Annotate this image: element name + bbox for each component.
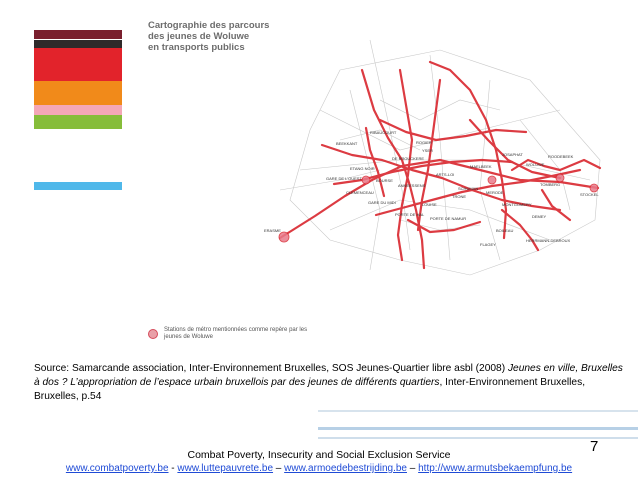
label-erasme: ERASME	[264, 228, 281, 233]
label-etang-noir: ETANG NOIR	[350, 166, 375, 171]
map-legend-text: Stations de métro mentionnées comme repère par les jeunes de Woluwe	[164, 327, 308, 340]
label-bourse: BOURSE	[376, 178, 393, 183]
label-rogier: ROGIER	[416, 140, 432, 145]
label-beekkant: BEEKKANT	[336, 141, 358, 146]
footer-separator: -	[168, 463, 178, 474]
label-tomberg: TOMBERG	[540, 182, 561, 187]
station-marker-stockel	[590, 184, 598, 192]
label-boileau: BOILEAU	[496, 228, 514, 233]
color-bar-dark-red	[34, 30, 122, 39]
label-merode: MERODE	[486, 190, 504, 195]
map-title-line-2: des jeunes de Woluwe	[148, 31, 250, 42]
label-josaphat: JOSAPHAT	[502, 152, 523, 157]
label-louise: LOUISE	[422, 202, 437, 207]
footer-links	[0, 463, 638, 474]
label-porte-de-hal: PORTE DE HAL	[395, 212, 425, 217]
label-anneessens: ANNEESSENS	[398, 183, 426, 188]
label-ribaucourt: RIBAUCOURT	[370, 130, 397, 135]
footer-organization: Combat Poverty, Insecurity and Social Exclusion Service	[187, 449, 451, 461]
color-bar-red	[34, 48, 122, 81]
color-bar-green	[34, 115, 122, 129]
page-number: 7	[590, 438, 599, 455]
transport-route-map	[140, 10, 638, 355]
station-marker-merode	[488, 176, 496, 184]
footer-separator: –	[407, 463, 419, 474]
source-citation	[34, 362, 624, 404]
map-legend	[148, 327, 318, 341]
label-maelbeek: MAELBEEK	[470, 164, 492, 169]
link-armoedebestrijding[interactable]: www.armoedebestrijding.be	[284, 463, 407, 474]
label-de-brouckere: DE BROUCKERE	[392, 156, 425, 161]
label-gare-du-midi: GARE DU MIDI	[368, 200, 396, 205]
label-yser: YSER	[422, 148, 433, 153]
label-demey: DEMEY	[532, 214, 547, 219]
footer-separator: –	[273, 463, 285, 474]
label-porte-de-namur: PORTE DE NAMUR	[430, 216, 467, 221]
footer-divider-light	[318, 410, 638, 412]
label-stockel: STOCKEL	[580, 192, 599, 197]
label-arts-loi: ARTS-LOI	[436, 172, 455, 177]
label-clemenceau: CLEMENCEAU	[346, 190, 374, 195]
link-armutsbekaempfung[interactable]: http://www.armutsbekaempfung.be	[418, 463, 573, 474]
label-trone: TRONE	[452, 194, 466, 199]
link-combatpoverty[interactable]: www.combatpoverty.be	[65, 463, 169, 474]
label-gare-de-l-ouest: GARE DE L'OUEST	[326, 176, 362, 181]
station-marker-roodebeek	[556, 174, 564, 182]
color-bar-blue	[34, 182, 122, 190]
station-marker-erasme	[279, 232, 289, 242]
source-title: Jeunes en ville, Bruxelles à dos ? L’appropriation de l’espace urbain bruxellois par des jeunes de différents quartiers	[34, 363, 623, 388]
source-prefix: Source: Samarcande association, Inter-Environnement Bruxelles, SOS Jeunes-Quartier libre asbl (2008)	[34, 363, 508, 374]
link-luttepauvrete[interactable]: www.luttepauvrete.be	[177, 463, 274, 474]
metro-station-legend-icon	[148, 329, 158, 339]
label-schuman: SCHUMAN	[458, 186, 479, 191]
label-roodebeek: ROODEBEEK	[548, 154, 574, 159]
color-bar-orange	[34, 81, 122, 105]
label-montgomery: MONTGOMERY	[502, 202, 532, 207]
map-title-line-1: Cartographie des parcours	[148, 20, 270, 31]
map-station-labels	[264, 130, 599, 247]
footer-divider-blue	[318, 427, 638, 430]
label-herrmann-debroux: HERRMANN-DEBROUX	[526, 238, 571, 243]
map-title-line-3: en transports publics	[148, 42, 245, 53]
label-woluwe: WOLUWE	[526, 162, 545, 167]
label-flagey: FLAGEY	[480, 242, 496, 247]
source-suffix: , Inter-Environnement Bruxelles, Bruxelles, p.54	[34, 377, 586, 402]
color-bar-pink	[34, 105, 122, 115]
station-marker-beekkant	[362, 176, 370, 184]
color-bar-black	[34, 40, 122, 48]
